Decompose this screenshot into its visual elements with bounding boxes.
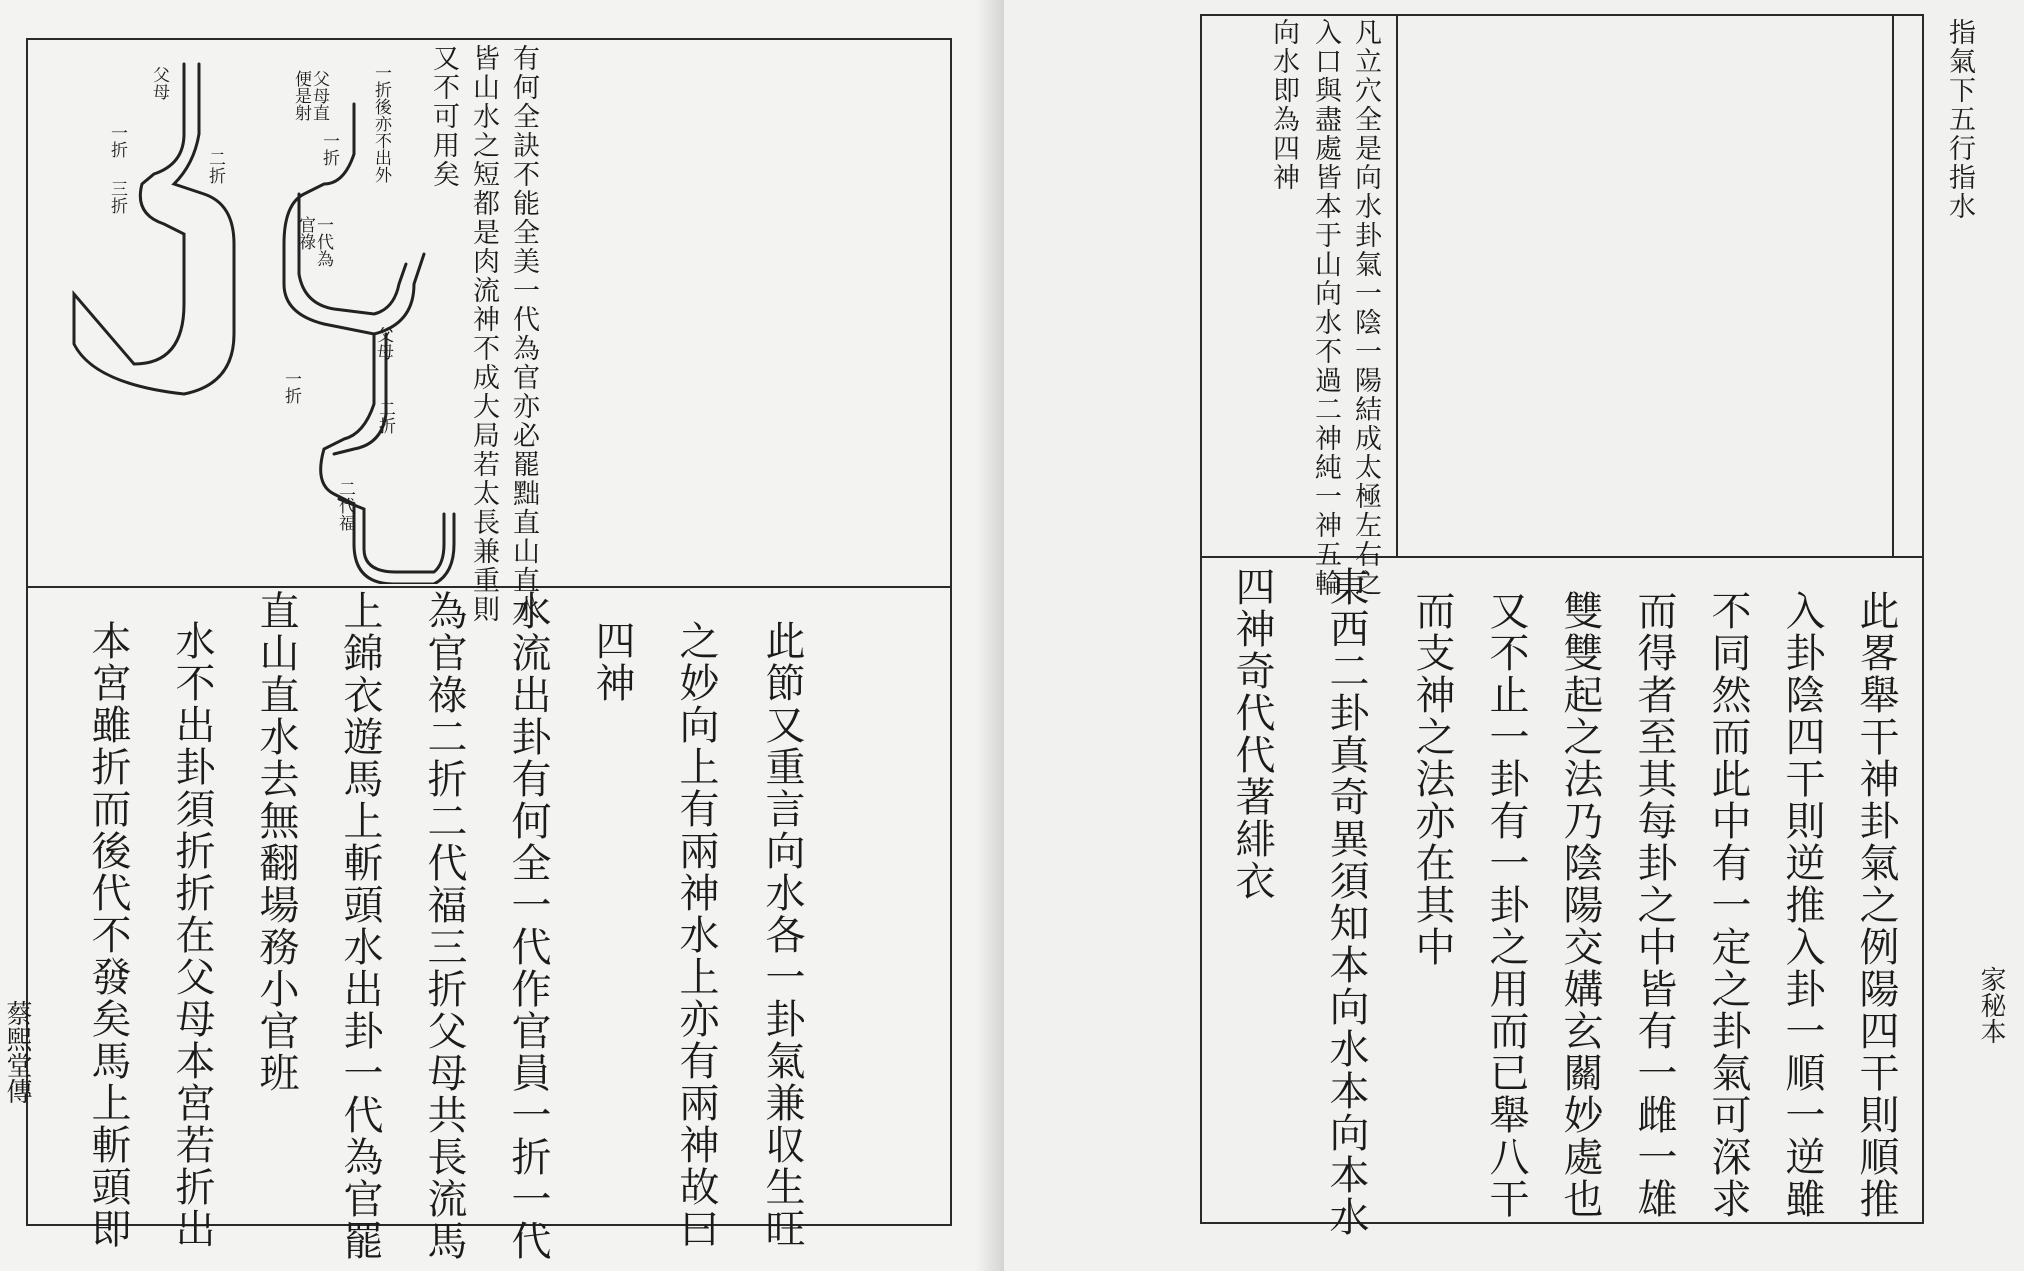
lower-text-col-3: 四神: [589, 620, 635, 704]
right-lower-text-col-4: 而得者至其每卦之中皆有一雌一雄: [1631, 590, 1677, 1220]
right-page-divider: [1200, 556, 1922, 558]
lower-text-col-1: 此節又重言向水各一卦氣兼収生旺: [759, 620, 805, 1250]
right-upper-text-col-1: 凡立穴全是向水卦氣一陰一陽結成太極左右之: [1350, 18, 1381, 598]
diagram-label-1-c: 三折: [107, 180, 127, 214]
right-lower-text-col-6: 又不止一卦有一卦之用而已舉八干: [1483, 590, 1529, 1220]
right-upper-text-rule: [1396, 14, 1398, 558]
lower-text-col-4: 水流出卦有何全一代作官員一折一代: [505, 590, 551, 1262]
diagram-label-1-top: 父母: [149, 66, 169, 100]
right-upper-text-col-3: 向水即為四神: [1268, 18, 1299, 192]
upper-text-col-2: 皆山水之短都是肉流神不成大局若太長兼重則: [468, 44, 499, 624]
right-header-title: 指氣下五行指水: [1944, 18, 1975, 221]
diagram-label-3-top: 父母: [373, 326, 393, 360]
lower-text-col-9: 本宮雖折而後代不發矣馬上斬頭即: [85, 620, 131, 1250]
diagram-label-1-a: 一折: [107, 124, 127, 158]
left-page: [0, 0, 1004, 1271]
lower-text-col-5: 為官祿二折二代福三折父母共長流馬: [421, 590, 467, 1262]
diagram-label-2-a: 一折後亦不出外: [371, 64, 391, 183]
diagram-label-1-b: 二折: [205, 150, 225, 184]
right-lower-text-col-5: 雙雙起之法乃陰陽交媾玄關妙處也: [1557, 590, 1603, 1220]
lower-text-col-7: 直山直水去無翻場務小官班: [253, 590, 299, 1094]
diagram-label-2-b: 一折: [319, 132, 339, 166]
lower-text-col-2: 之妙向上有兩神水上亦有兩神故曰: [673, 620, 719, 1250]
right-lower-text-col-7: 而支神之法亦在其中: [1409, 590, 1455, 968]
diagram-label-3-c: 二代福: [335, 480, 355, 531]
side-stamp-right: 家秘本: [1976, 966, 2006, 1044]
lower-text-col-8: 水不出卦須折折在父母本宮若折出: [169, 620, 215, 1250]
diagram-label-3-b: 二折: [375, 400, 395, 434]
upper-text-col-3: 又不可用矣: [428, 44, 459, 189]
right-lower-text-col-1: 此畧舉干神卦氣之例陽四干則順推: [1853, 590, 1899, 1220]
bend-path-1: [74, 64, 234, 394]
diagram-label-3-a: 一折: [281, 370, 301, 404]
right-lower-text-col-9: 四神奇代代著緋衣: [1229, 566, 1275, 902]
diagram-label-2-top: 父母直 便是射: [291, 70, 329, 121]
right-upper-text-col-2: 入口與盡處皆本于山向水不過二神純一神五輪: [1310, 18, 1341, 598]
right-page: [1004, 0, 2024, 1271]
right-lower-text-col-3: 不同然而此中有一定之卦氣可深求: [1705, 590, 1751, 1220]
right-lower-text-col-2: 入卦陰四干則逆推入卦一順一逆雖: [1779, 590, 1825, 1220]
lower-text-col-6: 上錦衣遊馬上斬頭水出卦一代為官罷: [337, 590, 383, 1262]
right-lower-text-col-8: 東西二卦真奇異須知本向水本向本水: [1323, 566, 1369, 1238]
bend-path-3: [321, 334, 454, 584]
diagram-label-2-c: 一代為 官祿: [295, 216, 333, 267]
upper-text-col-1: 有何全訣不能全美一代為官亦必罷黜直山直水: [508, 44, 539, 624]
right-header-rule: [1892, 14, 1894, 558]
side-stamp-left: 蔡煕堂傳: [2, 1000, 32, 1104]
